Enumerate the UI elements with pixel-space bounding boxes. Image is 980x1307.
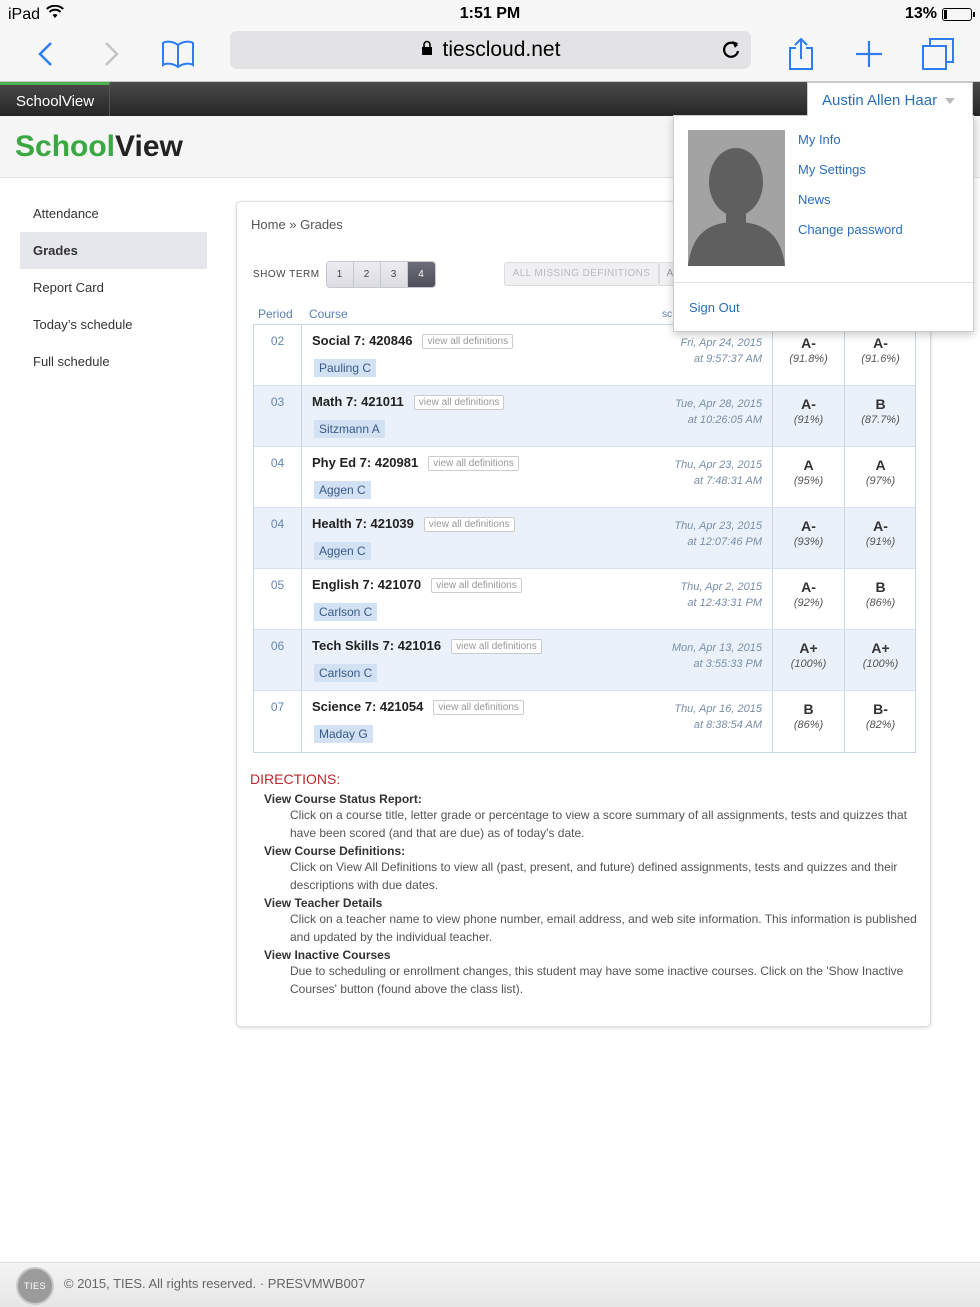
view-all-definitions-button[interactable]: view all definitions xyxy=(422,334,513,349)
last-updated-date: Fri, Apr 24, 2015 xyxy=(680,337,762,349)
term-grade-cell[interactable] xyxy=(772,386,844,446)
letter-grade[interactable]: A- xyxy=(801,396,816,412)
table-row xyxy=(254,325,915,386)
grade-percent[interactable]: (82%) xyxy=(865,719,896,731)
term-3-button[interactable]: 3 xyxy=(381,262,408,287)
address-bar[interactable] xyxy=(230,31,751,69)
period-cell: 06 xyxy=(254,630,302,690)
logo-school-text: School xyxy=(15,130,116,163)
all-missing-definitions-button[interactable]: ALL MISSING DEFINITIONS xyxy=(504,262,659,286)
new-tab-icon[interactable] xyxy=(849,34,889,74)
course-title-link[interactable] xyxy=(312,699,524,715)
teacher-link[interactable]: Aggen C xyxy=(314,481,371,499)
view-all-definitions-button[interactable]: view all definitions xyxy=(433,700,524,715)
period-header: Period xyxy=(258,307,293,321)
table-row xyxy=(254,569,915,630)
directions xyxy=(250,771,920,1000)
overall-grade-cell[interactable] xyxy=(844,325,916,385)
letter-grade[interactable]: B- xyxy=(873,701,888,717)
overall-grade-cell[interactable] xyxy=(844,447,916,507)
last-updated xyxy=(674,701,762,733)
last-updated-time: at 7:48:31 AM xyxy=(693,475,762,487)
last-updated-date: Tue, Apr 28, 2015 xyxy=(675,398,762,410)
term-grade-cell[interactable] xyxy=(772,691,844,752)
teacher-link[interactable]: Maday G xyxy=(314,725,373,743)
sidebar xyxy=(20,195,207,380)
last-updated-date: Thu, Apr 23, 2015 xyxy=(674,520,762,532)
grade-percent[interactable]: (91%) xyxy=(793,414,824,426)
teacher-link[interactable]: Carlson C xyxy=(314,603,377,621)
term-grade-cell[interactable] xyxy=(772,630,844,690)
tabs-icon[interactable] xyxy=(918,34,958,74)
logo-view-text: View xyxy=(115,130,183,163)
page-footer xyxy=(0,1262,980,1307)
term-grade-cell[interactable] xyxy=(772,508,844,568)
share-icon[interactable] xyxy=(781,34,821,74)
grade-percent[interactable]: (87.7%) xyxy=(861,414,900,426)
direction-heading: View Course Definitions: xyxy=(264,844,406,858)
direction-section xyxy=(250,948,920,998)
course-name[interactable]: Math 7: 421011 xyxy=(312,394,404,409)
reload-icon[interactable] xyxy=(721,38,741,66)
caret-down-icon xyxy=(945,98,955,104)
grade-percent[interactable]: (95%) xyxy=(793,475,824,487)
divider xyxy=(674,282,973,283)
user-name: Austin Allen Haar xyxy=(822,92,938,109)
course-title-link[interactable] xyxy=(312,577,522,593)
teacher-link[interactable]: Pauling C xyxy=(314,359,376,377)
news-link[interactable]: News xyxy=(798,192,831,207)
teacher-link[interactable]: Aggen C xyxy=(314,542,371,560)
course-header: Course xyxy=(309,307,348,321)
course-name[interactable]: Science 7: 421054 xyxy=(312,699,424,714)
grade-percent[interactable]: (100%) xyxy=(862,658,899,670)
grades-table xyxy=(253,324,916,753)
direction-heading: View Teacher Details xyxy=(264,896,383,910)
direction-text: Due to scheduling or enrollment changes, this student may have some inactive courses. Click on the 'Show Inactive Courses' button (found above the class list). xyxy=(290,964,904,996)
term-grade-cell[interactable] xyxy=(772,447,844,507)
view-all-definitions-button[interactable]: view all definitions xyxy=(428,456,519,471)
course-name[interactable]: Social 7: 420846 xyxy=(312,333,413,348)
course-name[interactable]: Health 7: 421039 xyxy=(312,516,414,531)
letter-grade[interactable]: B xyxy=(875,396,886,412)
last-updated-time: at 9:57:37 AM xyxy=(693,353,762,365)
battery-percent: 13% xyxy=(904,5,937,22)
course-title-link[interactable] xyxy=(312,455,519,471)
direction-section xyxy=(250,896,920,946)
last-updated-date: Thu, Apr 23, 2015 xyxy=(674,459,762,471)
direction-text: Click on View All Definitions to view all (past, present, and future) defined assignments, tests and quizzes and their descriptions with due dates. xyxy=(290,860,898,892)
status-bar xyxy=(0,0,980,28)
sidebar-item-full-schedule[interactable]: Full schedule xyxy=(33,354,110,369)
sign-out-link[interactable]: Sign Out xyxy=(689,300,740,315)
teacher-link[interactable]: Carlson C xyxy=(314,664,377,682)
last-updated xyxy=(674,457,762,489)
breadcrumb xyxy=(251,217,343,232)
my-info-link[interactable]: My Info xyxy=(798,132,841,147)
schoolview-tab[interactable]: SchoolView xyxy=(0,82,110,116)
direction-text: Click on a course title, letter grade or percentage to view a score summary of all assignments, tests and quizzes that have been scored (and that are due) as of today's date. xyxy=(290,808,907,840)
user-menu-toggle[interactable] xyxy=(807,82,973,116)
last-updated-time: at 3:55:33 PM xyxy=(693,658,762,670)
term-selector xyxy=(253,261,436,288)
user-menu-list xyxy=(798,132,903,252)
grade-percent[interactable]: (91.6%) xyxy=(861,353,900,365)
letter-grade[interactable]: A+ xyxy=(799,640,818,656)
course-title-link[interactable] xyxy=(312,333,513,349)
bookmarks-icon[interactable] xyxy=(158,34,198,74)
period-cell: 05 xyxy=(254,569,302,629)
sidebar-item-attendance[interactable]: Attendance xyxy=(33,206,99,221)
grade-percent[interactable]: (91%) xyxy=(865,536,896,548)
lock-icon xyxy=(421,38,433,62)
last-updated-date: Mon, Apr 13, 2015 xyxy=(671,642,762,654)
overall-grade-cell[interactable] xyxy=(844,569,916,629)
grade-percent[interactable]: (93%) xyxy=(793,536,824,548)
view-all-definitions-button[interactable]: view all definitions xyxy=(414,395,505,410)
period-cell: 02 xyxy=(254,325,302,385)
overall-grade-cell[interactable] xyxy=(844,386,916,446)
letter-grade[interactable]: A- xyxy=(873,335,888,351)
term-1-button[interactable]: 1 xyxy=(327,262,354,287)
ties-logo: TIES xyxy=(16,1267,54,1305)
overall-grade-cell[interactable] xyxy=(844,630,916,690)
score-header: sc xyxy=(662,309,672,320)
directions-title: DIRECTIONS: xyxy=(250,771,341,787)
last-updated-time: at 12:43:31 PM xyxy=(687,597,762,609)
letter-grade[interactable]: A- xyxy=(801,518,816,534)
view-all-definitions-button[interactable]: view all definitions xyxy=(431,578,522,593)
direction-heading: View Inactive Courses xyxy=(264,948,391,962)
term-grade-cell[interactable] xyxy=(772,569,844,629)
course-name[interactable]: Phy Ed 7: 420981 xyxy=(312,455,419,470)
user-dropdown-menu xyxy=(673,115,974,332)
last-updated xyxy=(675,396,762,428)
overall-grade-cell[interactable] xyxy=(844,508,916,568)
change-password-link[interactable]: Change password xyxy=(798,222,903,237)
my-settings-link[interactable]: My Settings xyxy=(798,162,866,177)
sidebar-item-todays-schedule[interactable]: Today’s schedule xyxy=(33,317,133,332)
period-cell: 04 xyxy=(254,447,302,507)
last-updated-time: at 8:38:54 AM xyxy=(693,719,762,731)
breadcrumb-separator: » xyxy=(285,217,301,232)
period-cell: 04 xyxy=(254,508,302,568)
last-updated xyxy=(680,335,762,367)
overall-grade-cell[interactable] xyxy=(844,691,916,752)
course-title-link[interactable] xyxy=(312,638,542,654)
breadcrumb-current: Grades xyxy=(300,217,343,232)
schoolview-logo[interactable] xyxy=(15,130,183,164)
last-updated-date: Thu, Apr 2, 2015 xyxy=(680,581,762,593)
term-buttons xyxy=(326,261,436,288)
grade-percent[interactable]: (92%) xyxy=(793,597,824,609)
term-label: SHOW TERM xyxy=(253,269,320,280)
direction-section xyxy=(250,844,920,894)
view-all-definitions-button[interactable]: view all definitions xyxy=(451,639,542,654)
grade-percent[interactable]: (86%) xyxy=(865,597,896,609)
letter-grade[interactable]: A+ xyxy=(871,640,890,656)
grade-percent[interactable]: (91.8%) xyxy=(789,353,828,365)
table-row xyxy=(254,386,915,447)
grade-percent[interactable]: (97%) xyxy=(865,475,896,487)
table-row xyxy=(254,691,915,752)
back-icon[interactable] xyxy=(25,34,65,74)
last-updated-time: at 10:26:05 AM xyxy=(687,414,762,426)
last-updated-date: Thu, Apr 16, 2015 xyxy=(674,703,762,715)
device-name: iPad xyxy=(8,5,41,23)
partial-toolbar-button[interactable]: A xyxy=(659,262,681,286)
letter-grade[interactable]: A- xyxy=(801,335,816,351)
last-updated xyxy=(680,579,762,611)
clock: 1:51 PM xyxy=(459,5,521,22)
direction-section xyxy=(250,792,920,842)
course-name[interactable]: Tech Skills 7: 421016 xyxy=(312,638,442,653)
course-title-link[interactable] xyxy=(312,394,504,410)
breadcrumb-home[interactable]: Home xyxy=(251,217,286,232)
letter-grade[interactable]: A- xyxy=(873,518,888,534)
term-2-button[interactable]: 2 xyxy=(354,262,381,287)
table-row xyxy=(254,447,915,508)
forward-icon[interactable] xyxy=(92,34,132,74)
period-cell: 03 xyxy=(254,386,302,446)
sidebar-item-grades[interactable]: Grades xyxy=(20,232,207,269)
letter-grade[interactable]: A- xyxy=(801,579,816,595)
course-title-link[interactable] xyxy=(312,516,515,532)
letter-grade[interactable]: B xyxy=(875,579,886,595)
last-updated xyxy=(672,640,762,672)
term-4-button[interactable]: 4 xyxy=(408,262,435,287)
teacher-link[interactable]: Sitzmann A xyxy=(314,420,385,438)
period-cell: 07 xyxy=(254,691,302,752)
letter-grade[interactable]: B xyxy=(803,701,814,717)
copyright-text: © 2015, TIES. All rights reserved. · PRESVMWB007 xyxy=(64,1276,366,1291)
battery-icon xyxy=(942,8,972,21)
letter-grade[interactable]: A xyxy=(803,457,814,473)
direction-text: Click on a teacher name to view phone number, email address, and web site information. This information is published and updated by the individual teacher. xyxy=(290,912,917,944)
sidebar-item-report-card[interactable]: Report Card xyxy=(33,280,104,295)
table-row xyxy=(254,630,915,691)
course-name[interactable]: English 7: 421070 xyxy=(312,577,422,592)
url-text: tiescloud.net xyxy=(442,38,561,61)
last-updated xyxy=(674,518,762,550)
last-updated-time: at 12:07:46 PM xyxy=(687,536,762,548)
view-all-definitions-button[interactable]: view all definitions xyxy=(424,517,515,532)
grade-percent[interactable]: (86%) xyxy=(793,719,824,731)
browser-toolbar xyxy=(0,28,980,82)
direction-heading: View Course Status Report: xyxy=(264,792,422,806)
avatar xyxy=(688,130,785,266)
grade-percent[interactable]: (100%) xyxy=(790,658,827,670)
letter-grade[interactable]: A xyxy=(875,457,886,473)
table-row xyxy=(254,508,915,569)
term-grade-cell[interactable] xyxy=(772,325,844,385)
